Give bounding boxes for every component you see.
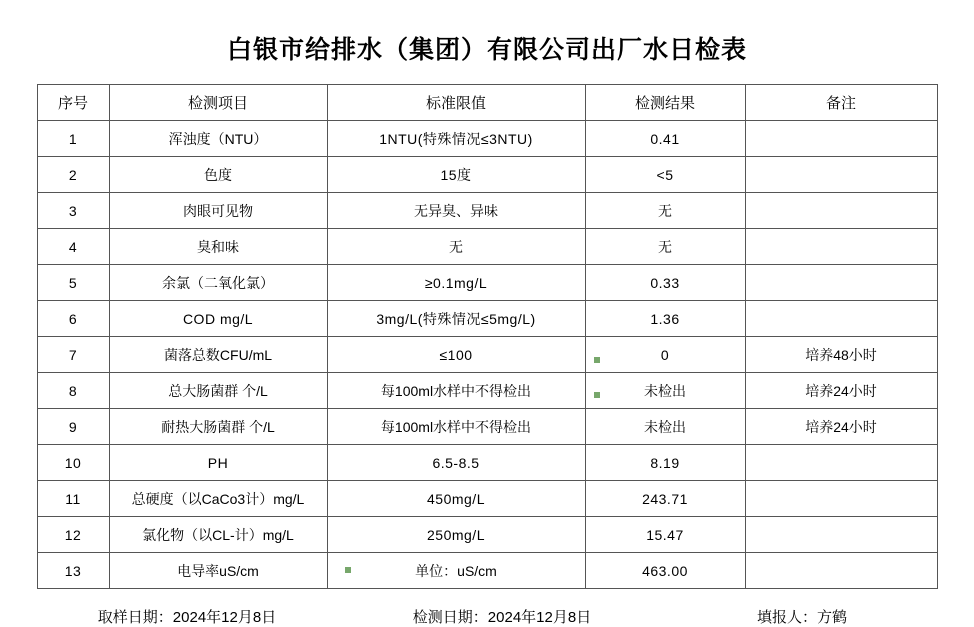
cell-item: 耐热大肠菌群 个/L bbox=[109, 409, 327, 445]
cell-remark: 培养48小时 bbox=[745, 337, 937, 373]
cell-remark bbox=[745, 193, 937, 229]
column-header-item: 检测项目 bbox=[109, 85, 327, 121]
cell-item: 总硬度（以CaCo3计）mg/L bbox=[109, 481, 327, 517]
cell-no: 1 bbox=[37, 121, 109, 157]
cell-result: 8.19 bbox=[585, 445, 745, 481]
cell-remark bbox=[745, 517, 937, 553]
table-row bbox=[37, 193, 937, 229]
table-row bbox=[37, 553, 937, 589]
page-title: 白银市给排水（集团）有限公司出厂水日检表 bbox=[226, 37, 747, 64]
cell-result: 1.36 bbox=[585, 301, 745, 337]
reporter: 填报人：方鹤 bbox=[756, 609, 847, 626]
cell-item: 氯化物（以CL-计）mg/L bbox=[109, 517, 327, 553]
cell-limit: 15度 bbox=[327, 157, 585, 193]
cell-limit: 每100ml水样中不得检出 bbox=[327, 373, 585, 409]
cell-item: 总大肠菌群 个/L bbox=[109, 373, 327, 409]
cell-no: 12 bbox=[37, 517, 109, 553]
table-header-row bbox=[37, 85, 937, 121]
cell-remark bbox=[745, 229, 937, 265]
cell-item: 肉眼可见物 bbox=[109, 193, 327, 229]
cell-no: 7 bbox=[37, 337, 109, 373]
cell-no: 9 bbox=[37, 409, 109, 445]
cell-result: 0 bbox=[585, 337, 745, 373]
column-header-limit: 标准限值 bbox=[327, 85, 585, 121]
cell-remark bbox=[745, 301, 937, 337]
cell-limit: 单位：uS/cm bbox=[327, 553, 585, 589]
cell-limit: 无 bbox=[327, 229, 585, 265]
table-row bbox=[37, 517, 937, 553]
cell-result: 0.41 bbox=[585, 121, 745, 157]
cell-item: 浑浊度（NTU） bbox=[109, 121, 327, 157]
table-row bbox=[37, 445, 937, 481]
cell-remark bbox=[745, 157, 937, 193]
cell-limit: 250mg/L bbox=[327, 517, 585, 553]
table-row bbox=[37, 157, 937, 193]
cell-result: 未检出 bbox=[585, 373, 745, 409]
cell-limit: ≥0.1mg/L bbox=[327, 265, 585, 301]
table-row bbox=[37, 481, 937, 517]
cell-no: 6 bbox=[37, 301, 109, 337]
cell-item: 余氯（二氧化氯） bbox=[109, 265, 327, 301]
cell-item: 臭和味 bbox=[109, 229, 327, 265]
column-header-remark: 备注 bbox=[745, 85, 937, 121]
cell-limit: ≤100 bbox=[327, 337, 585, 373]
table-row bbox=[37, 229, 937, 265]
cell-limit: 1NTU(特殊情况≤3NTU) bbox=[327, 121, 585, 157]
cell-remark bbox=[745, 481, 937, 517]
cell-limit: 6.5-8.5 bbox=[327, 445, 585, 481]
cell-no: 11 bbox=[37, 481, 109, 517]
sampling-date: 取样日期：2024年12月8日 bbox=[97, 609, 277, 626]
table-row bbox=[37, 409, 937, 445]
cell-result: 无 bbox=[585, 193, 745, 229]
cell-no: 5 bbox=[37, 265, 109, 301]
cell-remark bbox=[745, 121, 937, 157]
green-marker-icon bbox=[594, 392, 600, 398]
cell-no: 10 bbox=[37, 445, 109, 481]
table-row bbox=[37, 373, 937, 409]
cell-remark bbox=[745, 445, 937, 481]
cell-no: 8 bbox=[37, 373, 109, 409]
cell-result: 15.47 bbox=[585, 517, 745, 553]
cell-item: PH bbox=[109, 445, 327, 481]
table-row bbox=[37, 265, 937, 301]
cell-item: 电导率uS/cm bbox=[109, 553, 327, 589]
cell-no: 2 bbox=[37, 157, 109, 193]
cell-limit: 450mg/L bbox=[327, 481, 585, 517]
cell-result: 463.00 bbox=[585, 553, 745, 589]
cell-result: 0.33 bbox=[585, 265, 745, 301]
cell-no: 3 bbox=[37, 193, 109, 229]
cell-no: 13 bbox=[37, 553, 109, 589]
table-row bbox=[37, 337, 937, 373]
cell-remark bbox=[745, 265, 937, 301]
cell-remark: 培养24小时 bbox=[745, 409, 937, 445]
cell-limit: 3mg/L(特殊情况≤5mg/L) bbox=[327, 301, 585, 337]
cell-item: COD mg/L bbox=[109, 301, 327, 337]
cell-limit: 无异臭、异味 bbox=[327, 193, 585, 229]
column-header-result: 检测结果 bbox=[585, 85, 745, 121]
green-marker-icon bbox=[594, 357, 600, 363]
table-row bbox=[37, 121, 937, 157]
cell-result: 未检出 bbox=[585, 409, 745, 445]
table-header bbox=[37, 85, 937, 121]
footer bbox=[37, 606, 937, 627]
column-header-no: 序号 bbox=[37, 85, 109, 121]
table-row bbox=[37, 301, 937, 337]
cell-limit: 每100ml水样中不得检出 bbox=[327, 409, 585, 445]
table-body bbox=[37, 121, 937, 589]
cell-no: 4 bbox=[37, 229, 109, 265]
cell-result: 243.71 bbox=[585, 481, 745, 517]
water-quality-table bbox=[37, 84, 938, 589]
green-marker-icon bbox=[345, 567, 351, 573]
cell-remark: 培养24小时 bbox=[745, 373, 937, 409]
cell-result: 无 bbox=[585, 229, 745, 265]
cell-item: 菌落总数CFU/mL bbox=[109, 337, 327, 373]
cell-result: <5 bbox=[585, 157, 745, 193]
testing-date: 检测日期：2024年12月8日 bbox=[412, 609, 592, 626]
cell-remark bbox=[745, 553, 937, 589]
cell-item: 色度 bbox=[109, 157, 327, 193]
